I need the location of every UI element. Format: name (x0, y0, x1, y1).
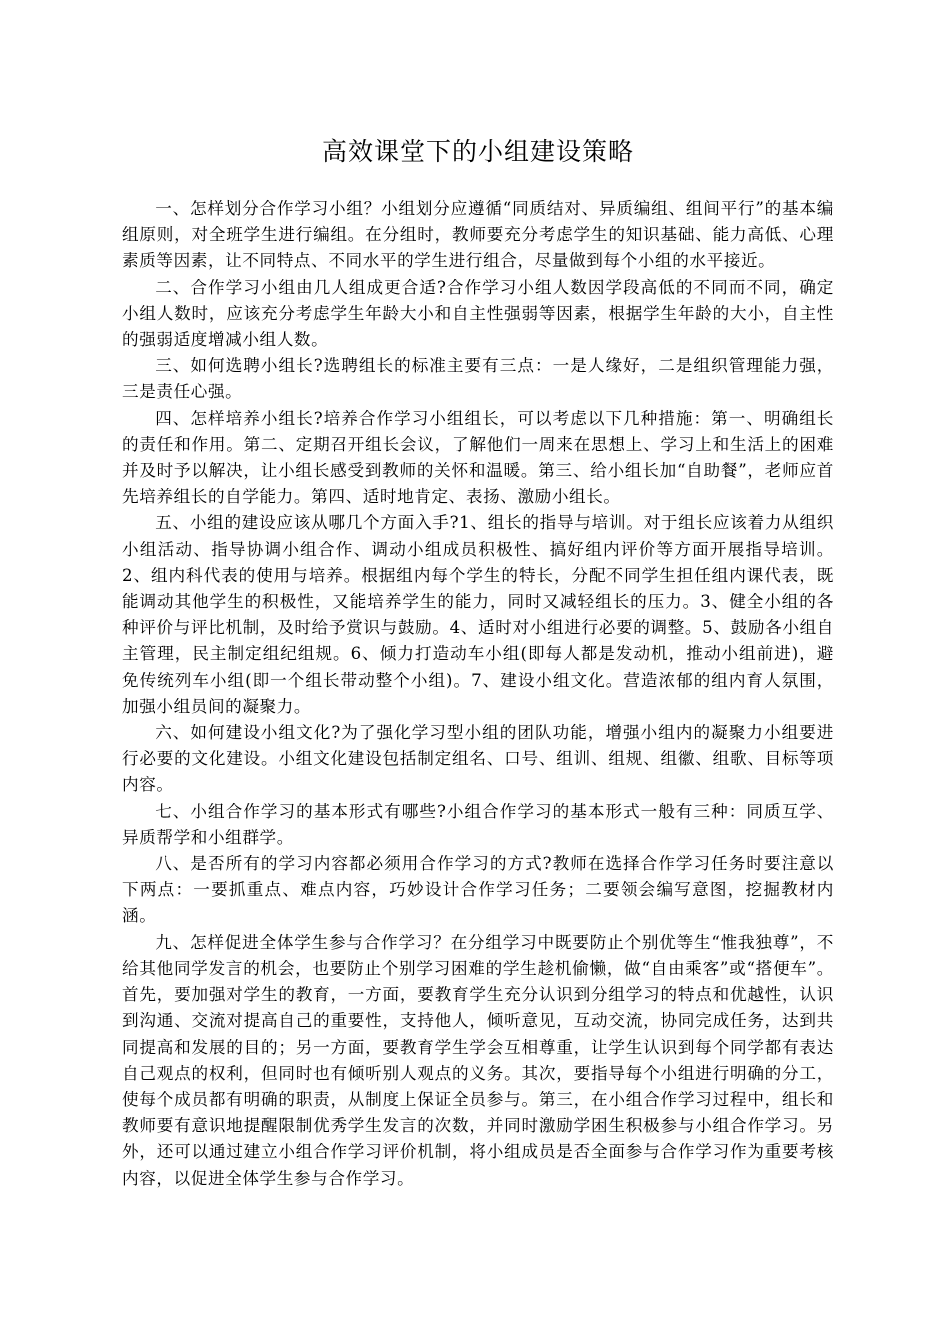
paragraph-3: 三、如何选聘小组长?选聘组长的标准主要有三点：一是人缘好，二是组织管理能力强，三是责任心强。 (122, 356, 834, 402)
paragraph-4: 四、怎样培养小组长?培养合作学习小组组长，可以考虑以下几种措施：第一、明确组长的责任和作用。第二、定期召开组长会议，了解他们一周来在思想上、学习上和生活上的困难并及时予以解决，让小组长感受到教师的关怀和温暖。第三、给小组长加“自助餐”，老师应首先培养组长的自学能力。第四、适时地肯定、表扬、激励小组长。 (122, 408, 834, 507)
document-title: 高效课堂下的小组建设策略 (321, 137, 634, 166)
paragraph-2: 二、合作学习小组由几人组成更合适?合作学习小组人数因学段高低的不同而不同，确定小组人数时，应该充分考虑学生年龄大小和自主性强弱等因素，根据学生年龄的大小，自主性的强弱适度增减小组人数。 (122, 277, 834, 350)
paragraph-1: 一、怎样划分合作学习小组？小组划分应遵循“同质结对、异质编组、组间平行”的基本编组原则，对全班学生进行编组。在分组时，教师要充分考虑学生的知识基础、能力高低、心理素质等因素，让不同特点、不同水平的学生进行组合，尽量做到每个小组的水平接近。 (122, 199, 834, 271)
paragraph-5: 五、小组的建设应该从哪几个方面入手?1、组长的指导与培训。对于组长应该着力从组织小组活动、指导协调小组合作、调动小组成员积极性、搞好组内评价等方面开展指导培训。2、组内科代表的使用与培养。根据组内每个学生的特长，分配不同学生担任组内课代表，既能调动其他学生的积极性，又能培养学生的能力，同时又减轻组长的压力。3、健全小组的各种评价与评比机制，及时给予赏识与鼓励。4、适时对小组进行必要的调整。5、鼓励各小组自主管理，民主制定组纪组规。6、倾力打造动车小组(即每人都是发动机，推动小组前进)，避免传统列车小组(即一个组长带动整个小组)。7、建设小组文化。营造浓郁的组内育人氛围，加强小组员间的凝聚力。 (122, 513, 834, 716)
paragraph-8: 八、是否所有的学习内容都必须用合作学习的方式?教师在选择合作学习任务时要注意以下两点：一要抓重点、难点内容，巧妙设计合作学习任务；二要领会编写意图，挖掘教材内涵。 (122, 854, 834, 926)
paragraph-7: 七、小组合作学习的基本形式有哪些?小组合作学习的基本形式一般有三种：同质互学、异质帮学和小组群学。 (122, 801, 834, 847)
paragraph-9: 九、怎样促进全体学生参与合作学习？在分组学习中既要防止个别优等生“惟我独尊”，不给其他同学发言的机会，也要防止个别学习困难的学生趁机偷懒，做“自由乘客”或“搭便车”。首先，要加强对学生的教育，一方面，要教育学生充分认识到分组学习的特点和优越性，认识到沟通、交流对提高自己的重要性，支持他人，倾听意见，互动交流，协同完成任务，达到共同提高和发展的目的；另一方面，要教育学生学会互相尊重，让学生认识到每个同学都有表达自己观点的权利，但同时也有倾听别人观点的义务。其次，要指导每个小组进行明确的分工，使每个成员都有明确的职责，从制度上保证全员参与。第三，在小组合作学习过程中，组长和教师要有意识地提醒限制优秀学生发言的次数，并同时激励学困生积极参与小组合作学习。另外，还可以通过建立小组合作学习评价机制，将小组成员是否全面参与合作学习作为重要考核内容，以促进全体学生参与合作学习。 (122, 932, 834, 1188)
paragraph-6: 六、如何建设小组文化?为了强化学习型小组的团队功能，增强小组内的凝聚力小组要进行必要的文化建设。小组文化建设包括制定组名、口号、组训、组规、组徽、组歌、目标等项内容。 (122, 723, 834, 795)
document-body (122, 196, 834, 1192)
